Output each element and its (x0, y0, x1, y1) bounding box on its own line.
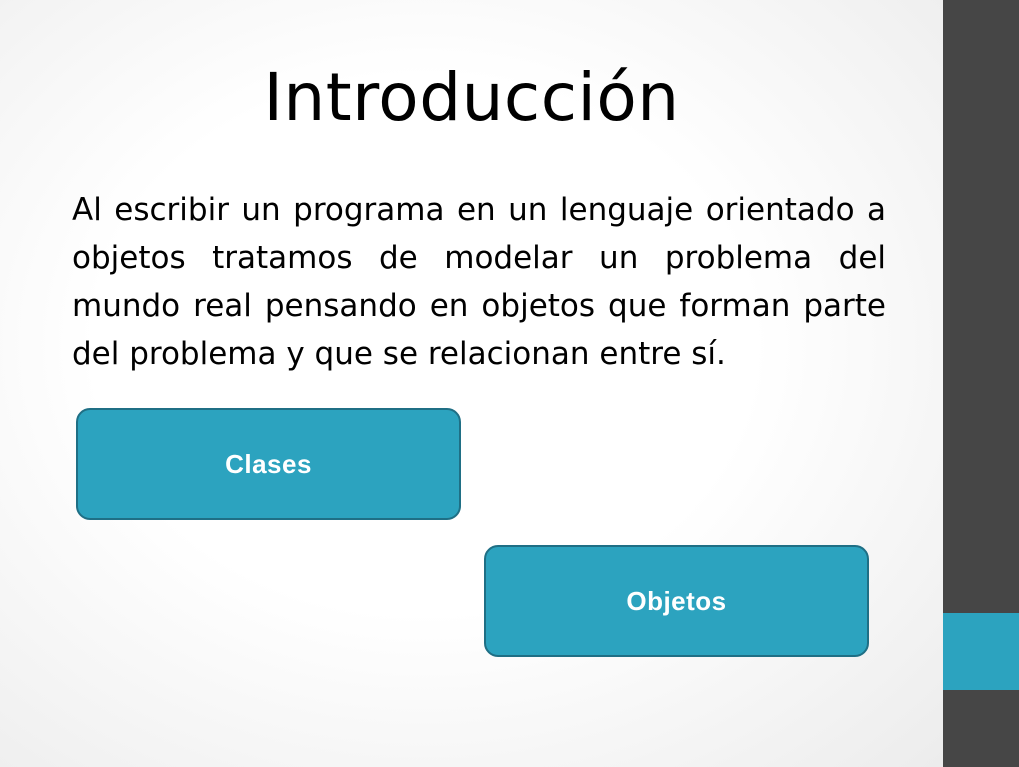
side-accent-block (943, 613, 1019, 690)
objetos-box-label: Objetos (626, 585, 727, 616)
slide-body-text: Al escribir un programa en un lenguaje orientado a objetos tratamos de modelar un problema del mundo real pensando en objetos que forman parte del problema y que se relacionan entre sí. (72, 192, 886, 372)
objetos-box[interactable] (484, 545, 869, 657)
clases-box-label: Clases (225, 448, 312, 479)
slide-title: Introducción (263, 59, 680, 136)
clases-box[interactable] (76, 408, 461, 520)
